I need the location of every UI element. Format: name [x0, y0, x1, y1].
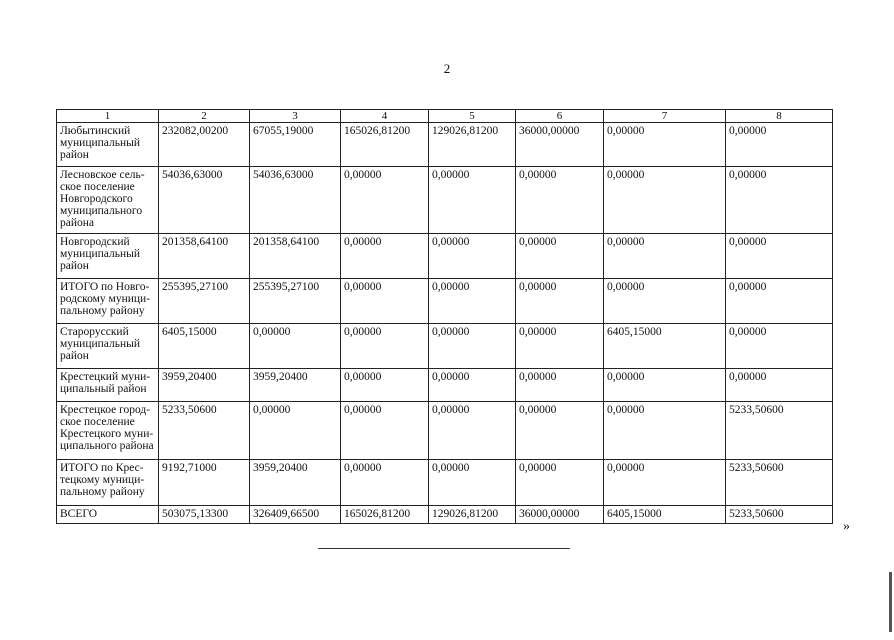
value-cell: 503075,13300: [159, 506, 250, 524]
value-cell: 0,00000: [341, 279, 429, 324]
table-row: [57, 123, 833, 167]
value-cell: 3959,20400: [159, 369, 250, 402]
table-row: [57, 234, 833, 279]
district-name: Крестецкое город-ское поселение Крестецкого муни-ципального района: [57, 402, 159, 460]
value-cell: 54036,63000: [250, 167, 341, 234]
value-cell: 0,00000: [341, 324, 429, 369]
value-cell: 6405,15000: [159, 324, 250, 369]
value-cell: 255395,27100: [159, 279, 250, 324]
district-name: Крестецкий муни-ципальный район: [57, 369, 159, 402]
value-cell: 201358,64100: [250, 234, 341, 279]
value-cell: 0,00000: [429, 234, 516, 279]
district-name: Старорусский муниципальный район: [57, 324, 159, 369]
table-row: [57, 324, 833, 369]
value-cell: 0,00000: [726, 369, 833, 402]
value-cell: 0,00000: [429, 167, 516, 234]
district-name: Лесновское сель-ское поселение Новгородского муниципального района: [57, 167, 159, 234]
value-cell: 36000,00000: [516, 506, 604, 524]
district-name: ИТОГО по Крес-тецкому муници-пальному району: [57, 460, 159, 506]
header-cell: 6: [516, 110, 604, 123]
value-cell: 0,00000: [516, 369, 604, 402]
value-cell: 6405,15000: [604, 324, 726, 369]
value-cell: 0,00000: [604, 402, 726, 460]
header-row: [57, 110, 833, 123]
header-cell: 3: [250, 110, 341, 123]
value-cell: 0,00000: [516, 279, 604, 324]
value-cell: 5233,50600: [159, 402, 250, 460]
value-cell: 67055,19000: [250, 123, 341, 167]
district-name: ИТОГО по Новго-родскому муници-пальному району: [57, 279, 159, 324]
table-row: [57, 460, 833, 506]
district-name: Любытинский муниципальный район: [57, 123, 159, 167]
value-cell: 5233,50600: [726, 460, 833, 506]
value-cell: 0,00000: [516, 402, 604, 460]
value-cell: 0,00000: [341, 369, 429, 402]
value-cell: 0,00000: [726, 123, 833, 167]
value-cell: 3959,20400: [250, 369, 341, 402]
value-cell: 0,00000: [604, 123, 726, 167]
header-cell: 7: [604, 110, 726, 123]
table-row: [57, 167, 833, 234]
table-row: [57, 279, 833, 324]
budget-table: [56, 109, 833, 524]
value-cell: 0,00000: [429, 324, 516, 369]
value-cell: 0,00000: [604, 279, 726, 324]
value-cell: 0,00000: [250, 324, 341, 369]
value-cell: 36000,00000: [516, 123, 604, 167]
value-cell: 326409,66500: [250, 506, 341, 524]
value-cell: 0,00000: [604, 460, 726, 506]
value-cell: 0,00000: [250, 402, 341, 460]
page-number: 2: [443, 61, 451, 76]
value-cell: 0,00000: [341, 460, 429, 506]
scan-edge-mark: [889, 572, 892, 632]
table-row: [57, 506, 833, 524]
value-cell: 0,00000: [604, 369, 726, 402]
value-cell: 0,00000: [429, 460, 516, 506]
header-cell: 2: [159, 110, 250, 123]
value-cell: 201358,64100: [159, 234, 250, 279]
value-cell: 0,00000: [604, 234, 726, 279]
value-cell: 0,00000: [341, 234, 429, 279]
footer-divider: [318, 548, 570, 549]
header-cell: 4: [341, 110, 429, 123]
value-cell: 0,00000: [429, 402, 516, 460]
value-cell: 0,00000: [604, 167, 726, 234]
value-cell: 54036,63000: [159, 167, 250, 234]
value-cell: 0,00000: [726, 167, 833, 234]
value-cell: 165026,81200: [341, 506, 429, 524]
value-cell: 0,00000: [341, 167, 429, 234]
closing-quote: »: [843, 519, 850, 534]
value-cell: 0,00000: [429, 279, 516, 324]
district-name: Новгородский муниципальный район: [57, 234, 159, 279]
value-cell: 0,00000: [726, 234, 833, 279]
value-cell: 5233,50600: [726, 506, 833, 524]
value-cell: 255395,27100: [250, 279, 341, 324]
value-cell: 165026,81200: [341, 123, 429, 167]
header-cell: 1: [57, 110, 159, 123]
value-cell: 3959,20400: [250, 460, 341, 506]
district-name: ВСЕГО: [57, 506, 159, 524]
value-cell: 232082,00200: [159, 123, 250, 167]
value-cell: 0,00000: [516, 167, 604, 234]
header-cell: 5: [429, 110, 516, 123]
value-cell: 0,00000: [516, 324, 604, 369]
value-cell: 5233,50600: [726, 402, 833, 460]
value-cell: 0,00000: [726, 324, 833, 369]
value-cell: 0,00000: [516, 460, 604, 506]
value-cell: 9192,71000: [159, 460, 250, 506]
value-cell: 6405,15000: [604, 506, 726, 524]
value-cell: 0,00000: [516, 234, 604, 279]
table-row: [57, 369, 833, 402]
value-cell: 0,00000: [726, 279, 833, 324]
header-cell: 8: [726, 110, 833, 123]
table-row: [57, 402, 833, 460]
value-cell: 129026,81200: [429, 506, 516, 524]
value-cell: 0,00000: [341, 402, 429, 460]
value-cell: 0,00000: [429, 369, 516, 402]
value-cell: 129026,81200: [429, 123, 516, 167]
